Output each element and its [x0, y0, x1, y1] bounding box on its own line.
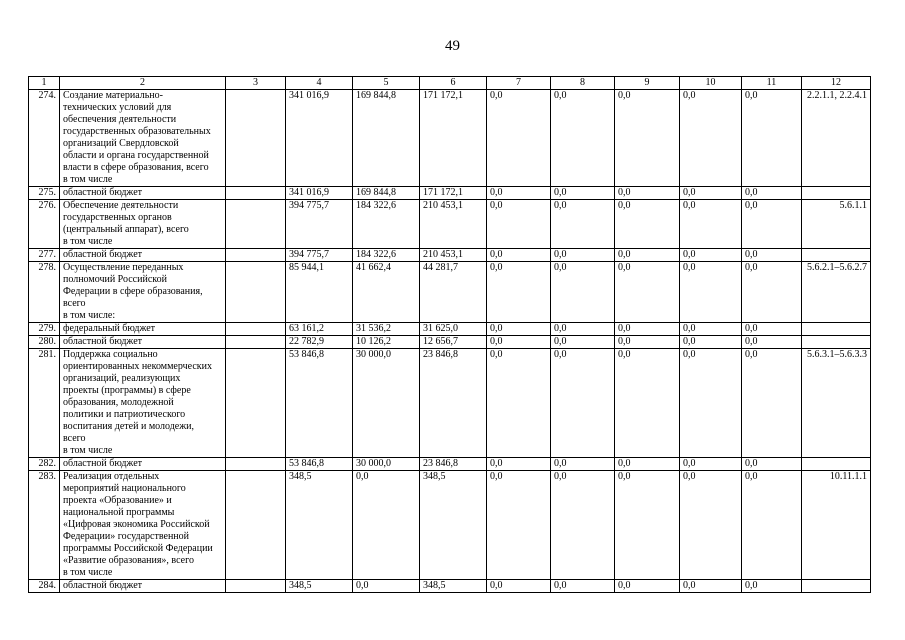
- cell-col-9: 0,0: [615, 200, 680, 249]
- column-header: 7: [487, 77, 551, 90]
- cell-col-3: [226, 580, 286, 593]
- cell-col-8: 0,0: [551, 262, 615, 323]
- table-row: [29, 349, 871, 458]
- cell-col-4: 53 846,8: [286, 349, 353, 458]
- row-number: 281.: [29, 349, 60, 458]
- cell-col-9: 0,0: [615, 349, 680, 458]
- cell-col-3: [226, 323, 286, 336]
- cell-col-3: [226, 349, 286, 458]
- cell-col-7: 0,0: [487, 200, 551, 249]
- table-body: [29, 90, 871, 593]
- row-number: 275.: [29, 187, 60, 200]
- row-number: 283.: [29, 471, 60, 580]
- cell-col-4: 341 016,9: [286, 187, 353, 200]
- cell-col-10: 0,0: [680, 458, 742, 471]
- cell-col-5: 184 322,6: [353, 249, 420, 262]
- cell-col-5: 30 000,0: [353, 349, 420, 458]
- cell-col-6: 348,5: [420, 580, 487, 593]
- column-header: 3: [226, 77, 286, 90]
- cell-col-10: 0,0: [680, 200, 742, 249]
- cell-col-6: 31 625,0: [420, 323, 487, 336]
- cell-col-8: 0,0: [551, 323, 615, 336]
- cell-col-11: 0,0: [742, 336, 802, 349]
- cell-col-9: 0,0: [615, 249, 680, 262]
- column-header: 2: [60, 77, 226, 90]
- column-header: 8: [551, 77, 615, 90]
- cell-col-5: 41 662,4: [353, 262, 420, 323]
- cell-col-11: 0,0: [742, 323, 802, 336]
- cell-col-6: 44 281,7: [420, 262, 487, 323]
- cell-col-7: 0,0: [487, 249, 551, 262]
- cell-col-10: 0,0: [680, 471, 742, 580]
- cell-col-4: 85 944,1: [286, 262, 353, 323]
- cell-col-7: 0,0: [487, 90, 551, 187]
- cell-col-7: 0,0: [487, 262, 551, 323]
- row-number: 278.: [29, 262, 60, 323]
- cell-col-3: [226, 200, 286, 249]
- cell-col-10: 0,0: [680, 580, 742, 593]
- cell-col-7: 0,0: [487, 323, 551, 336]
- cell-col-8: 0,0: [551, 471, 615, 580]
- table-row: [29, 262, 871, 323]
- column-header: 1: [29, 77, 60, 90]
- cell-col-9: 0,0: [615, 458, 680, 471]
- table-row: [29, 336, 871, 349]
- cell-col-9: 0,0: [615, 471, 680, 580]
- cell-col-4: 394 775,7: [286, 200, 353, 249]
- cell-col-5: 169 844,8: [353, 187, 420, 200]
- cell-col-12: 2.2.1.1, 2.2.4.1: [802, 90, 871, 187]
- cell-col-6: 23 846,8: [420, 349, 487, 458]
- row-description: Поддержка социально ориентированных некоммерческих организаций, реализующих проекты (программы) в сфере образования, молодежной политики и патриотического воспитания детей и молодежи, всего в том числе: [60, 349, 226, 458]
- page-number: 49: [445, 38, 460, 54]
- cell-col-10: 0,0: [680, 262, 742, 323]
- cell-col-7: 0,0: [487, 471, 551, 580]
- cell-col-4: 348,5: [286, 580, 353, 593]
- cell-col-6: 210 453,1: [420, 200, 487, 249]
- cell-col-5: 30 000,0: [353, 458, 420, 471]
- cell-col-9: 0,0: [615, 323, 680, 336]
- column-header: 10: [680, 77, 742, 90]
- cell-col-3: [226, 187, 286, 200]
- cell-col-10: 0,0: [680, 187, 742, 200]
- cell-col-11: 0,0: [742, 471, 802, 580]
- header-row: [29, 77, 871, 90]
- cell-col-4: 22 782,9: [286, 336, 353, 349]
- cell-col-10: 0,0: [680, 323, 742, 336]
- cell-col-5: 169 844,8: [353, 90, 420, 187]
- cell-col-6: 23 846,8: [420, 458, 487, 471]
- cell-col-12: 5.6.2.1–5.6.2.7: [802, 262, 871, 323]
- cell-col-3: [226, 90, 286, 187]
- cell-col-11: 0,0: [742, 187, 802, 200]
- cell-col-5: 31 536,2: [353, 323, 420, 336]
- cell-col-4: 63 161,2: [286, 323, 353, 336]
- table-row: [29, 580, 871, 593]
- cell-col-11: 0,0: [742, 200, 802, 249]
- cell-col-8: 0,0: [551, 187, 615, 200]
- cell-col-9: 0,0: [615, 187, 680, 200]
- cell-col-6: 171 172,1: [420, 187, 487, 200]
- cell-col-4: 53 846,8: [286, 458, 353, 471]
- cell-col-5: 0,0: [353, 471, 420, 580]
- column-header: 4: [286, 77, 353, 90]
- budget-table: [28, 76, 871, 593]
- cell-col-7: 0,0: [487, 580, 551, 593]
- cell-col-8: 0,0: [551, 580, 615, 593]
- table-row: [29, 187, 871, 200]
- table-row: [29, 471, 871, 580]
- row-number: 276.: [29, 200, 60, 249]
- cell-col-11: 0,0: [742, 262, 802, 323]
- row-description: Обеспечение деятельности государственных органов (центральный аппарат), всего в том числе: [60, 200, 226, 249]
- cell-col-12: [802, 580, 871, 593]
- cell-col-9: 0,0: [615, 336, 680, 349]
- table-row: [29, 90, 871, 187]
- cell-col-6: 171 172,1: [420, 90, 487, 187]
- cell-col-3: [226, 262, 286, 323]
- cell-col-12: [802, 458, 871, 471]
- cell-col-9: 0,0: [615, 90, 680, 187]
- row-number: 280.: [29, 336, 60, 349]
- cell-col-12: 10.11.1.1: [802, 471, 871, 580]
- cell-col-12: [802, 336, 871, 349]
- column-header: 9: [615, 77, 680, 90]
- cell-col-11: 0,0: [742, 349, 802, 458]
- cell-col-7: 0,0: [487, 187, 551, 200]
- cell-col-12: [802, 187, 871, 200]
- cell-col-9: 0,0: [615, 262, 680, 323]
- row-description: областной бюджет: [60, 249, 226, 262]
- cell-col-8: 0,0: [551, 249, 615, 262]
- row-description: Реализация отдельных мероприятий национального проекта «Образование» и национальной программы «Цифровая экономика Российской Федерации» государственной программы Российской Федерации «Развитие образования», всего в том числе: [60, 471, 226, 580]
- cell-col-12: [802, 249, 871, 262]
- cell-col-11: 0,0: [742, 90, 802, 187]
- cell-col-7: 0,0: [487, 336, 551, 349]
- cell-col-5: 10 126,2: [353, 336, 420, 349]
- cell-col-12: [802, 323, 871, 336]
- cell-col-6: 210 453,1: [420, 249, 487, 262]
- cell-col-9: 0,0: [615, 580, 680, 593]
- cell-col-7: 0,0: [487, 458, 551, 471]
- row-description: областной бюджет: [60, 458, 226, 471]
- cell-col-3: [226, 249, 286, 262]
- cell-col-11: 0,0: [742, 458, 802, 471]
- cell-col-10: 0,0: [680, 249, 742, 262]
- cell-col-8: 0,0: [551, 90, 615, 187]
- row-number: 279.: [29, 323, 60, 336]
- cell-col-4: 348,5: [286, 471, 353, 580]
- cell-col-8: 0,0: [551, 336, 615, 349]
- column-header: 11: [742, 77, 802, 90]
- row-number: 274.: [29, 90, 60, 187]
- cell-col-7: 0,0: [487, 349, 551, 458]
- cell-col-10: 0,0: [680, 90, 742, 187]
- cell-col-3: [226, 471, 286, 580]
- cell-col-5: 184 322,6: [353, 200, 420, 249]
- cell-col-4: 394 775,7: [286, 249, 353, 262]
- column-header: 12: [802, 77, 871, 90]
- cell-col-10: 0,0: [680, 349, 742, 458]
- cell-col-6: 348,5: [420, 471, 487, 580]
- cell-col-8: 0,0: [551, 458, 615, 471]
- row-description: областной бюджет: [60, 580, 226, 593]
- cell-col-3: [226, 458, 286, 471]
- cell-col-11: 0,0: [742, 580, 802, 593]
- cell-col-12: 5.6.1.1: [802, 200, 871, 249]
- cell-col-3: [226, 336, 286, 349]
- table-row: [29, 323, 871, 336]
- table-row: [29, 200, 871, 249]
- row-description: федеральный бюджет: [60, 323, 226, 336]
- cell-col-6: 12 656,7: [420, 336, 487, 349]
- row-description: областной бюджет: [60, 336, 226, 349]
- row-number: 277.: [29, 249, 60, 262]
- column-header: 6: [420, 77, 487, 90]
- cell-col-8: 0,0: [551, 200, 615, 249]
- cell-col-10: 0,0: [680, 336, 742, 349]
- cell-col-11: 0,0: [742, 249, 802, 262]
- table-row: [29, 249, 871, 262]
- row-number: 282.: [29, 458, 60, 471]
- row-number: 284.: [29, 580, 60, 593]
- row-description: Осуществление переданных полномочий Российской Федерации в сфере образования, всего в том числе:: [60, 262, 226, 323]
- table-row: [29, 458, 871, 471]
- cell-col-8: 0,0: [551, 349, 615, 458]
- cell-col-12: 5.6.3.1–5.6.3.3: [802, 349, 871, 458]
- cell-col-4: 341 016,9: [286, 90, 353, 187]
- cell-col-5: 0,0: [353, 580, 420, 593]
- column-header: 5: [353, 77, 420, 90]
- row-description: областной бюджет: [60, 187, 226, 200]
- row-description: Создание материально- технических условий для обеспечения деятельности государственных образовательных организаций Свердловской области и органа государственной власти в сфере образования, всего в том числе: [60, 90, 226, 187]
